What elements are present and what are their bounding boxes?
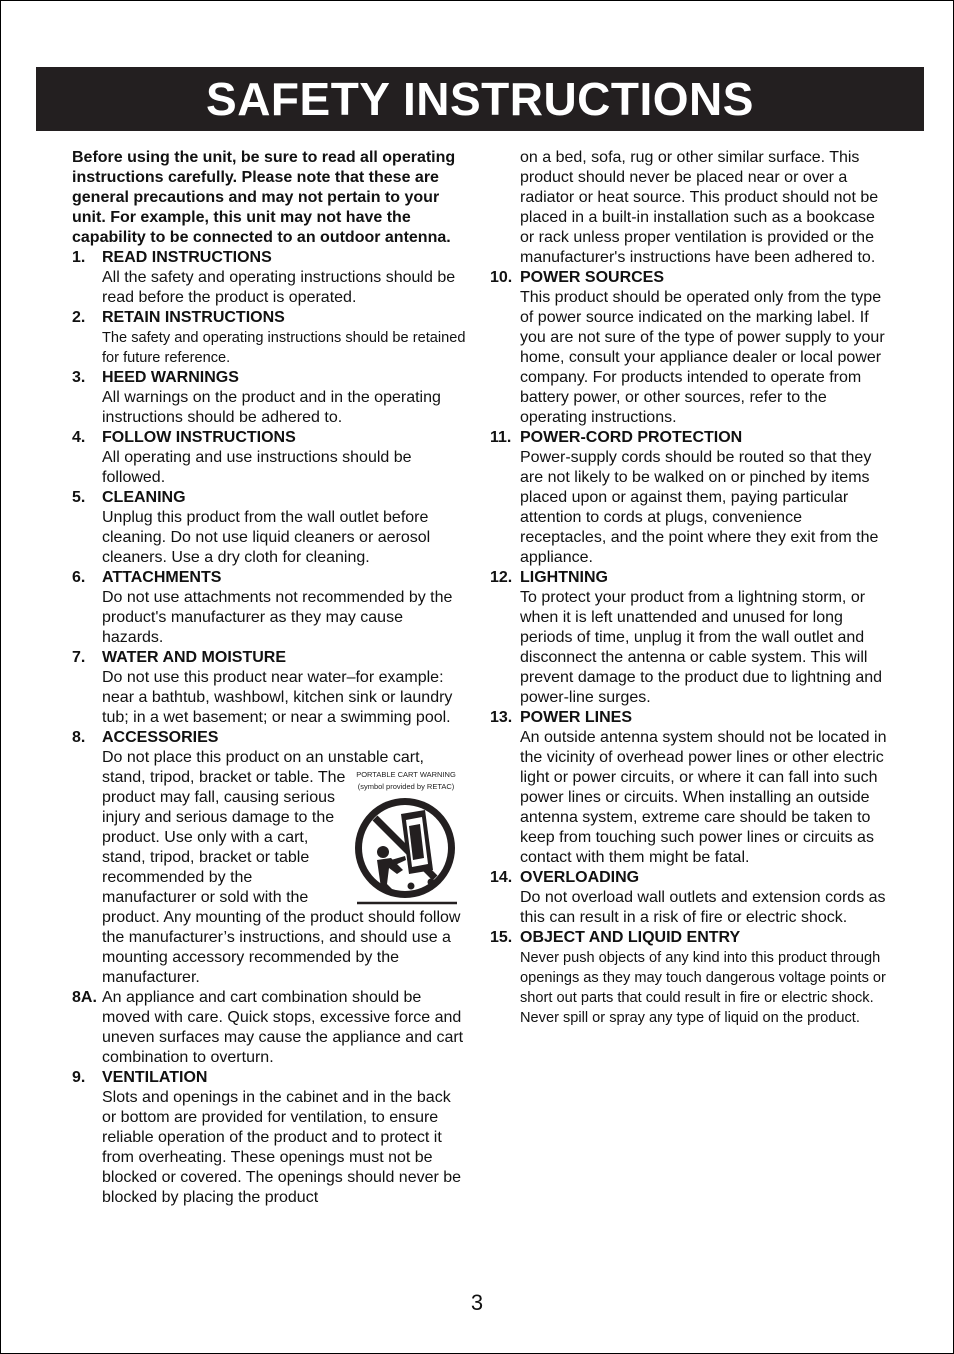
item-heading: OBJECT AND LIQUID ENTRY [520,929,741,946]
item-body: An appliance and cart combination should be moved with care. Quick stops, excessive force and uneven surfaces may cause the appliance and cart combination to overturn. [102,989,464,1066]
item-number: 10. [490,269,513,286]
list-item [490,928,890,1028]
item-heading: POWER SOURCES [520,269,665,286]
item-heading: READ INSTRUCTIONS [102,249,272,266]
item-number: 6. [72,569,86,586]
item-number: 2. [72,309,86,326]
list-item [72,308,467,368]
portable-cart-warning-icon [353,796,459,908]
item-body: Unplug this product from the wall outlet before cleaning. Do not use liquid cleaners or aerosol cleaners. Use a dry cloth for cleaning. [102,509,431,566]
list-item [72,368,467,428]
left-column [72,148,467,1208]
title-banner [36,67,924,131]
item-body: Do not use this product near water–for example: near a bathtub, washbowl, kitchen sink or laundry tub; in a wet basement; or near a swimming pool. [102,669,453,726]
item-heading: FOLLOW INSTRUCTIONS [102,429,296,446]
list-item [490,708,890,868]
item-heading: HEED WARNINGS [102,369,239,386]
item-body: Never push objects of any kind into this product through openings as they may touch dangerous voltage points or short out parts that could result in fire or electric shock. Never spill or spray any type of liquid on the product. [520,950,886,1026]
item-number: 9. [72,1069,86,1086]
item-number: 12. [490,569,513,586]
list-item [72,248,467,308]
list-item [490,868,890,928]
item-number: 7. [72,649,86,666]
item-heading: RETAIN INSTRUCTIONS [102,309,285,326]
item-body: An outside antenna system should not be located in the vicinity of overhead power lines or other electric light or power circuits, or where it can fall into such power lines or circuits. When installing an outside antenna system, extreme care should be taken to keep from touching such power lines or circuits as contact with them might be fatal. [520,729,887,866]
item-body: All operating and use instructions should be followed. [102,449,412,486]
item-heading: POWER-CORD PROTECTION [520,429,743,446]
list-item [490,428,890,568]
item-number: 13. [490,709,513,726]
item-continuation: on a bed, sofa, rug or other similar surface. This product should never be placed near or over a radiator or heat source. This product should not be placed in a built-in installation such as a bookcase or rack unless proper ventilation is provided or the manufacturer's instructions have been adhered to. [520,149,879,266]
list-item [72,568,467,648]
item-heading: LIGHTNING [520,569,608,586]
item-body: Do not overload wall outlets and extension cords as this can result in a risk of fire or electric shock. [520,889,886,926]
item-body: The safety and operating instructions should be retained for future reference. [102,330,466,366]
page-number: 3 [470,1290,484,1315]
item-number: 8A. [72,989,97,1006]
item-heading: ATTACHMENTS [102,569,222,586]
item-body: This product should be operated only from the type of power source indicated on the marking label. If you are not sure of the type of power supply to your home, consult your appliance dealer or local power company. For products intended to operate from battery power, or other sources, refer to the operating instructions. [520,289,885,426]
list-item-accessories [72,728,467,988]
item-body: Power-supply cords should be routed so that they are not likely to be walked on or pinched by items placed upon or against them, paying particular attention to cords at plugs, convenience receptacles, and the point where they exit from the appliance. [520,449,879,566]
list-item [72,488,467,568]
right-column [490,148,890,1028]
item-number: 1. [72,249,86,266]
item-heading: CLEANING [102,489,186,506]
cart-warning-caption: PORTABLE CART WARNING [356,770,456,779]
page-title: SAFETY INSTRUCTIONS [206,73,754,125]
item-body: All the safety and operating instructions should be read before the product is operated. [102,269,456,306]
item-body: To protect your product from a lightning storm, or when it is left unattended and unused for long periods of time, unplug it from the wall outlet and disconnect the antenna or cable system. This will prevent damage to the product due to lightning and power-line surges. [520,589,883,706]
list-item [490,568,890,708]
item-number: 11. [490,429,512,446]
list-item [72,428,467,488]
list-item [72,988,467,1068]
item-number: 4. [72,429,86,446]
item-heading: OVERLOADING [520,869,640,886]
item-heading: VENTILATION [102,1069,208,1086]
item-number: 5. [72,489,86,506]
item-body: Do not use attachments not recommended by the product's manufacturer as they may cause hazards. [102,589,453,646]
item-body: Do not place this product on an unstable cart, stand, tripod, bracket or table. The product may fall, causing serious injury and serious damage to the product. Use only with a cart, stand, tripod, bracket or table recommended by the manufacturer or sold with the product. Any mounting of the product should follow the manufacturer’s instructions, and should use a mounting accessory recommended by the manufacturer. [102,749,461,986]
item-heading: POWER LINES [520,709,633,726]
item-body: Slots and openings in the cabinet and in the back or bottom are provided for ventilation, to ensure reliable operation of the product and to protect it from overheating. These openings must not be blocked or covered. The openings should never be blocked by placing the product [102,1089,462,1206]
item-number: 3. [72,369,86,386]
list-item [490,268,890,428]
item-heading: WATER AND MOISTURE [102,649,286,666]
cart-warning-figure [351,768,461,900]
item-number: 14. [490,869,513,886]
list-item [72,648,467,728]
item-number: 8. [72,729,86,746]
item-number: 15. [490,929,513,946]
cart-warning-source: (symbol provided by RETAC) [357,782,455,791]
item-heading: ACCESSORIES [102,729,219,746]
intro-paragraph: Before using the unit, be sure to read all operating instructions carefully. Please note that these are general precautions and may not pertain to your unit. For example, this unit may not have the capability to be connected to an outdoor antenna. [72,149,456,246]
item-body: All warnings on the product and in the operating instructions should be adhered to. [102,389,441,426]
list-item [72,1068,467,1208]
